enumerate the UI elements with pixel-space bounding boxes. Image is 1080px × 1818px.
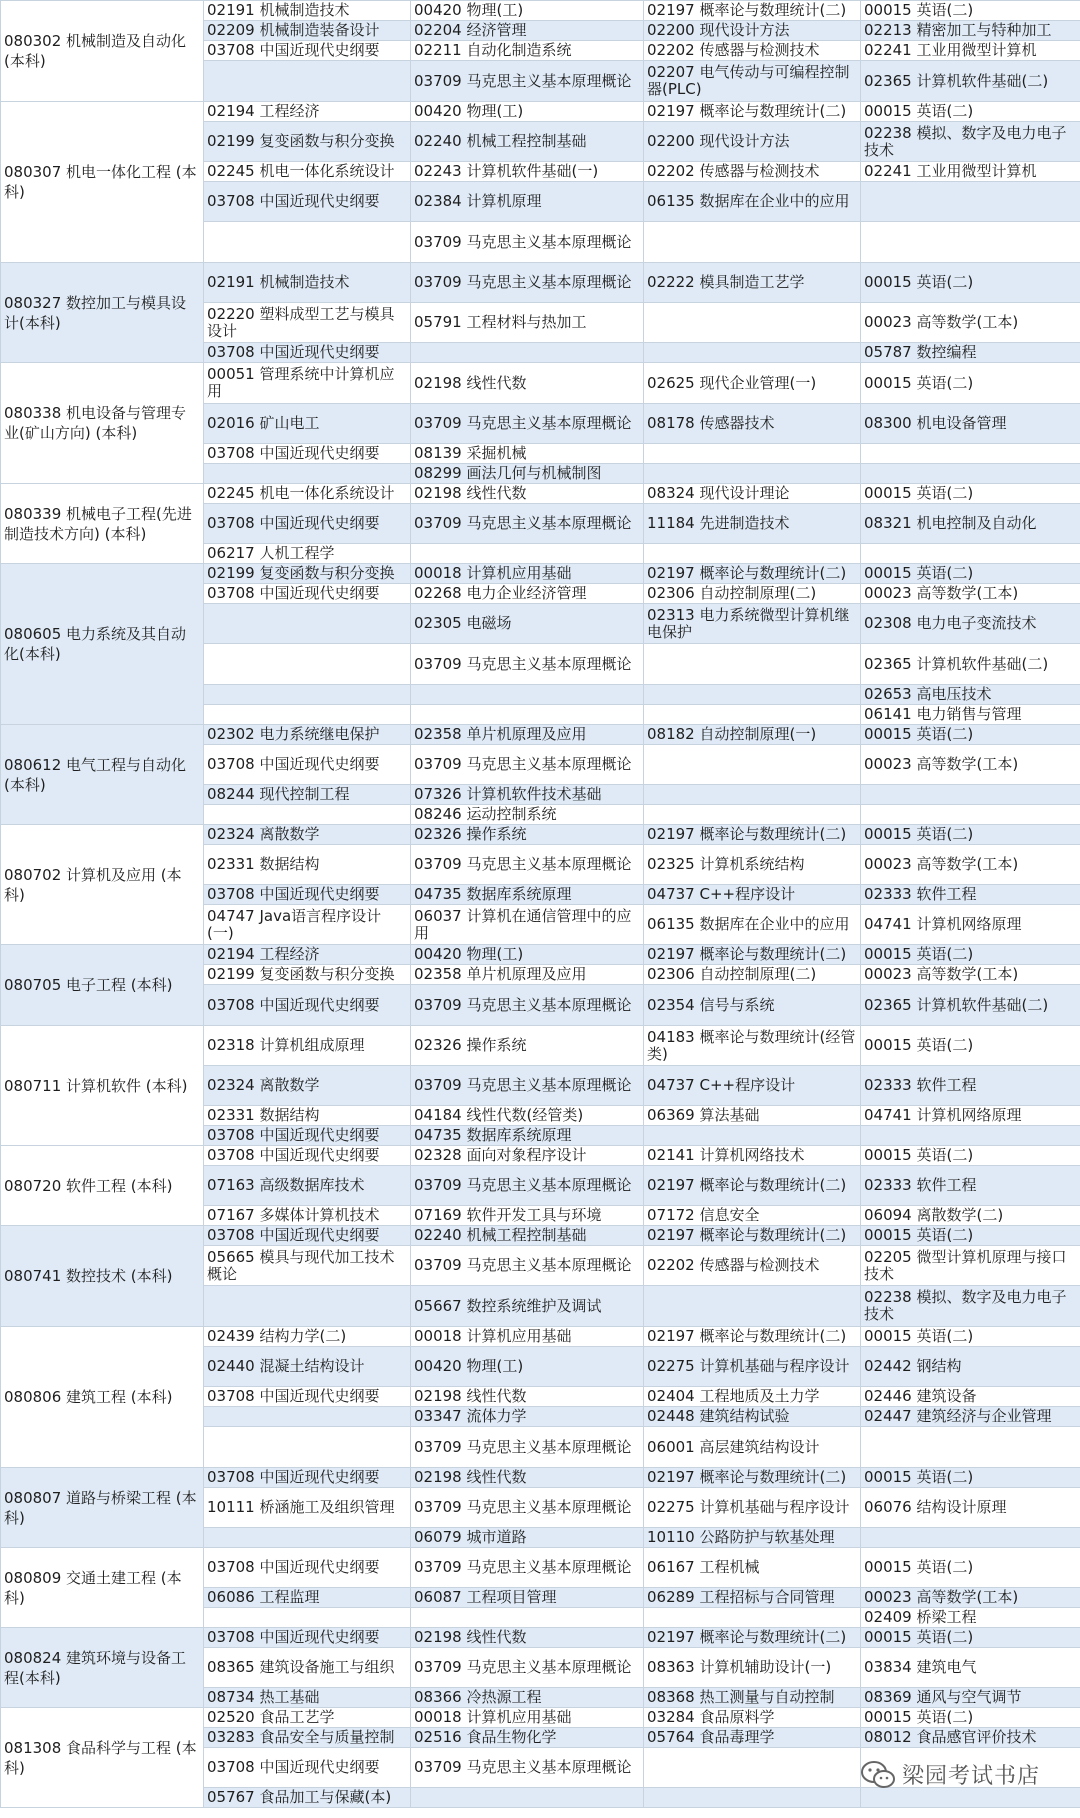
course-cell: 03708 中国近现代史纲要 (204, 1548, 411, 1588)
course-cell: 06076 结构设计原理 (861, 1488, 1080, 1528)
course-cell: 05667 数控系统维护及调试 (411, 1286, 644, 1327)
major-name-cell: 080824 建筑环境与设备工程(本科) (1, 1628, 204, 1708)
course-cell: 03709 马克思主义基本原理概论 (411, 1548, 644, 1588)
course-cell: 03709 马克思主义基本原理概论 (411, 1166, 644, 1206)
course-cell: 10111 桥涵施工及组织管理 (204, 1488, 411, 1528)
course-cell: 02245 机电一体化系统设计 (204, 484, 411, 504)
course-cell: 02199 复变函数与积分变换 (204, 564, 411, 584)
watermark (860, 1759, 1040, 1790)
course-cell: 02625 现代企业管理(一) (644, 363, 861, 404)
course-cell: 02240 机械工程控制基础 (411, 1226, 644, 1246)
course-cell: 02365 计算机软件基础(二) (861, 61, 1080, 102)
course-cell: 08012 食品感官评价技术 (861, 1728, 1080, 1748)
course-cell: 02442 钢结构 (861, 1347, 1080, 1387)
course-cell: 02194 工程经济 (204, 102, 411, 122)
course-cell: 02199 复变函数与积分变换 (204, 965, 411, 985)
course-cell (861, 222, 1080, 263)
course-cell: 02365 计算机软件基础(二) (861, 985, 1080, 1026)
course-cell (644, 1126, 861, 1146)
course-cell (411, 1788, 644, 1808)
course-cell: 03708 中国近现代史纲要 (204, 41, 411, 61)
major-name-cell: 080307 机电一体化工程 (本科) (1, 102, 204, 263)
course-cell: 02446 建筑设备 (861, 1387, 1080, 1407)
major-name-cell: 080720 软件工程 (本科) (1, 1146, 204, 1226)
major-name-cell: 080327 数控加工与模具设计(本科) (1, 263, 204, 363)
course-cell: 02439 结构力学(二) (204, 1327, 411, 1347)
course-cell (644, 644, 861, 685)
course-cell: 04747 Java语言程序设计(一) (204, 905, 411, 945)
course-cell: 04183 概率论与数理统计(经管类) (644, 1026, 861, 1066)
course-cell: 02198 线性代数 (411, 1387, 644, 1407)
major-name-cell: 080612 电气工程与自动化(本科) (1, 725, 204, 825)
watermark-text: 梁园考试书店 (901, 1764, 1040, 1789)
course-cell: 00023 高等数学(工本) (861, 584, 1080, 604)
course-cell: 00015 英语(二) (861, 1628, 1080, 1648)
course-cell (411, 343, 644, 363)
course-cell: 02404 工程地质及土力学 (644, 1387, 861, 1407)
course-cell: 02197 概率论与数理统计(二) (644, 102, 861, 122)
course-cell: 02318 计算机组成原理 (204, 1026, 411, 1066)
course-cell: 02241 工业用微型计算机 (861, 162, 1080, 182)
course-cell: 02243 计算机软件基础(一) (411, 162, 644, 182)
course-cell: 08366 冷热源工程 (411, 1688, 644, 1708)
course-cell: 06167 工程机械 (644, 1548, 861, 1588)
course-cell: 02197 概率论与数理统计(二) (644, 1468, 861, 1488)
course-cell: 02245 机电一体化系统设计 (204, 162, 411, 182)
course-cell (861, 464, 1080, 484)
major-name-cell: 080605 电力系统及其自动化(本科) (1, 564, 204, 725)
course-cell (644, 1748, 861, 1788)
course-cell: 00015 英语(二) (861, 1468, 1080, 1488)
table-row (1, 1026, 1080, 1066)
course-cell: 03708 中国近现代史纲要 (204, 1126, 411, 1146)
course-cell: 03708 中国近现代史纲要 (204, 444, 411, 464)
course-cell: 03709 马克思主义基本原理概论 (411, 61, 644, 102)
course-cell (644, 705, 861, 725)
course-cell: 00015 英语(二) (861, 1146, 1080, 1166)
course-cell: 03708 中国近现代史纲要 (204, 1628, 411, 1648)
course-cell: 08363 计算机辅助设计(一) (644, 1648, 861, 1688)
course-cell: 02275 计算机基础与程序设计 (644, 1347, 861, 1387)
course-cell: 00018 计算机应用基础 (411, 564, 644, 584)
course-cell: 03708 中国近现代史纲要 (204, 1387, 411, 1407)
course-cell: 08324 现代设计理论 (644, 484, 861, 504)
course-cell (644, 222, 861, 263)
course-cell: 02324 离散数学 (204, 1066, 411, 1106)
course-cell: 06037 计算机在通信管理中的应用 (411, 905, 644, 945)
course-cell: 03709 马克思主义基本原理概论 (411, 1427, 644, 1468)
course-cell: 02241 工业用微型计算机 (861, 41, 1080, 61)
course-cell: 02205 微型计算机原理与接口技术 (861, 1246, 1080, 1286)
course-cell: 02197 概率论与数理统计(二) (644, 1327, 861, 1347)
major-name-cell: 080702 计算机及应用 (本科) (1, 825, 204, 945)
course-cell: 08244 现代控制工程 (204, 785, 411, 805)
course-cell: 00015 英语(二) (861, 484, 1080, 504)
course-cell: 00015 英语(二) (861, 725, 1080, 745)
course-cell: 02447 建筑经济与企业管理 (861, 1407, 1080, 1427)
course-cell: 00015 英语(二) (861, 1, 1080, 21)
course-cell: 02384 计算机原理 (411, 182, 644, 222)
course-cell: 02220 塑料成型工艺与模具设计 (204, 303, 411, 343)
course-cell (411, 544, 644, 564)
course-cell (204, 1286, 411, 1327)
course-cell: 03709 马克思主义基本原理概论 (411, 404, 644, 444)
course-cell: 02305 电磁场 (411, 604, 644, 644)
course-cell: 06086 工程监理 (204, 1588, 411, 1608)
course-cell (861, 1528, 1080, 1548)
course-cell: 02308 电力电子变流技术 (861, 604, 1080, 644)
course-cell: 00023 高等数学(工本) (861, 745, 1080, 785)
course-cell: 05665 模具与现代加工技术概论 (204, 1246, 411, 1286)
course-cell (204, 61, 411, 102)
course-cell (644, 303, 861, 343)
course-cell: 07326 计算机软件技术基础 (411, 785, 644, 805)
course-cell (861, 1126, 1080, 1146)
course-cell: 00023 高等数学(工本) (861, 845, 1080, 885)
course-cell: 02213 精密加工与特种加工 (861, 21, 1080, 41)
course-cell: 02448 建筑结构试验 (644, 1407, 861, 1427)
course-cell (204, 685, 411, 705)
course-cell: 03834 建筑电气 (861, 1648, 1080, 1688)
table-row (1, 945, 1080, 965)
course-cell: 00015 英语(二) (861, 945, 1080, 965)
course-cell: 02202 传感器与检测技术 (644, 1246, 861, 1286)
course-cell: 03708 中国近现代史纲要 (204, 1146, 411, 1166)
course-cell: 02198 线性代数 (411, 1468, 644, 1488)
course-cell: 02016 矿山电工 (204, 404, 411, 444)
course-cell: 10110 公路防护与软基处理 (644, 1528, 861, 1548)
course-cell (411, 685, 644, 705)
course-cell: 00015 英语(二) (861, 1026, 1080, 1066)
course-cell: 03709 马克思主义基本原理概论 (411, 845, 644, 885)
course-cell: 08246 运动控制系统 (411, 805, 644, 825)
course-cell: 04737 C++程序设计 (644, 885, 861, 905)
course-cell: 03347 流体力学 (411, 1407, 644, 1427)
course-cell: 02653 高电压技术 (861, 685, 1080, 705)
course-cell: 08182 自动控制原理(一) (644, 725, 861, 745)
course-cell: 03708 中国近现代史纲要 (204, 504, 411, 544)
table-row (1, 725, 1080, 745)
course-cell (644, 544, 861, 564)
course-cell (204, 1407, 411, 1427)
course-cell: 02306 自动控制原理(二) (644, 965, 861, 985)
table-row (1, 363, 1080, 404)
course-cell: 00420 物理(工) (411, 1, 644, 21)
course-cell (861, 785, 1080, 805)
course-cell: 11184 先进制造技术 (644, 504, 861, 544)
course-cell: 03708 中国近现代史纲要 (204, 1748, 411, 1788)
course-cell (861, 444, 1080, 464)
table-row (1, 1468, 1080, 1488)
course-cell: 02197 概率论与数理统计(二) (644, 1, 861, 21)
table-row (1, 1708, 1080, 1728)
course-cell: 03709 马克思主义基本原理概论 (411, 1246, 644, 1286)
course-cell: 03709 马克思主义基本原理概论 (411, 1066, 644, 1106)
major-name-cell: 080807 道路与桥梁工程 (本科) (1, 1468, 204, 1548)
course-cell: 00015 英语(二) (861, 1708, 1080, 1728)
course-cell: 02326 操作系统 (411, 825, 644, 845)
course-cell (644, 1788, 861, 1808)
course-cell: 02358 单片机原理及应用 (411, 725, 644, 745)
course-cell: 02197 概率论与数理统计(二) (644, 1628, 861, 1648)
course-cell (204, 464, 411, 484)
course-cell: 00015 英语(二) (861, 1327, 1080, 1347)
course-cell: 06135 数据库在企业中的应用 (644, 182, 861, 222)
course-cell: 06141 电力销售与管理 (861, 705, 1080, 725)
course-cell: 03283 食品安全与质量控制 (204, 1728, 411, 1748)
course-cell (644, 464, 861, 484)
major-name-cell: 080741 数控技术 (本科) (1, 1226, 204, 1327)
course-cell: 02268 电力企业经济管理 (411, 584, 644, 604)
course-cell (861, 1427, 1080, 1468)
major-name-cell: 080711 计算机软件 (本科) (1, 1026, 204, 1146)
course-cell: 03709 马克思主义基本原理概论 (411, 1488, 644, 1528)
course-cell: 03709 马克思主义基本原理概论 (411, 745, 644, 785)
course-cell: 02198 线性代数 (411, 363, 644, 404)
course-cell (411, 705, 644, 725)
course-cell: 02333 软件工程 (861, 885, 1080, 905)
course-cell: 03708 中国近现代史纲要 (204, 1468, 411, 1488)
course-cell: 04741 计算机网络原理 (861, 1106, 1080, 1126)
major-name-cell: 080705 电子工程 (本科) (1, 945, 204, 1026)
course-cell: 02302 电力系统继电保护 (204, 725, 411, 745)
course-cell: 03708 中国近现代史纲要 (204, 343, 411, 363)
course-cell: 03708 中国近现代史纲要 (204, 745, 411, 785)
course-cell: 02209 机械制造装备设计 (204, 21, 411, 41)
course-cell: 06094 离散数学(二) (861, 1206, 1080, 1226)
major-name-cell: 081308 食品科学与工程 (本科) (1, 1708, 204, 1808)
course-cell: 08139 采掘机械 (411, 444, 644, 464)
course-cell: 03709 马克思主义基本原理概论 (411, 504, 644, 544)
course-cell: 02240 机械工程控制基础 (411, 122, 644, 162)
course-cell: 08368 热工测量与自动控制 (644, 1688, 861, 1708)
course-cell (204, 1427, 411, 1468)
course-cell: 03708 中国近现代史纲要 (204, 985, 411, 1026)
table-row (1, 484, 1080, 504)
course-cell: 07163 高级数据库技术 (204, 1166, 411, 1206)
course-cell (204, 1528, 411, 1548)
course-cell: 07169 软件开发工具与环境 (411, 1206, 644, 1226)
course-cell: 02358 单片机原理及应用 (411, 965, 644, 985)
course-cell: 02202 传感器与检测技术 (644, 162, 861, 182)
course-cell: 00023 高等数学(工本) (861, 303, 1080, 343)
course-cell: 03708 中国近现代史纲要 (204, 584, 411, 604)
course-cell: 00420 物理(工) (411, 945, 644, 965)
course-cell: 03709 马克思主义基本原理概论 (411, 263, 644, 303)
course-cell: 00051 管理系统中计算机应用 (204, 363, 411, 404)
course-cell (204, 222, 411, 263)
course-cell: 00015 英语(二) (861, 363, 1080, 404)
course-cell: 02197 概率论与数理统计(二) (644, 945, 861, 965)
course-cell: 00018 计算机应用基础 (411, 1708, 644, 1728)
course-cell: 03708 中国近现代史纲要 (204, 885, 411, 905)
major-name-cell: 080338 机电设备与管理专业(矿山方向) (本科) (1, 363, 204, 484)
course-cell: 02191 机械制造技术 (204, 1, 411, 21)
course-cell: 04737 C++程序设计 (644, 1066, 861, 1106)
course-cell: 08299 画法几何与机械制图 (411, 464, 644, 484)
course-cell: 05787 数控编程 (861, 343, 1080, 363)
course-cell: 02200 现代设计方法 (644, 122, 861, 162)
course-cell: 06079 城市道路 (411, 1528, 644, 1548)
course-cell: 04741 计算机网络原理 (861, 905, 1080, 945)
course-cell: 03708 中国近现代史纲要 (204, 182, 411, 222)
table-row (1, 102, 1080, 122)
major-name-cell: 080339 机械电子工程(先进制造技术方向) (本科) (1, 484, 204, 564)
course-cell: 00015 英语(二) (861, 263, 1080, 303)
course-cell: 00015 英语(二) (861, 825, 1080, 845)
course-cell: 02222 模具制造工艺学 (644, 263, 861, 303)
course-cell: 08369 通风与空气调节 (861, 1688, 1080, 1708)
course-cell: 02325 计算机系统结构 (644, 845, 861, 885)
course-cell: 02211 自动化制造系统 (411, 41, 644, 61)
course-cell (644, 1608, 861, 1628)
course-cell: 08300 机电设备管理 (861, 404, 1080, 444)
course-cell: 02199 复变函数与积分变换 (204, 122, 411, 162)
course-cell (861, 1788, 1080, 1808)
course-cell (861, 805, 1080, 825)
table-row (1, 1628, 1080, 1648)
course-cell: 02197 概率论与数理统计(二) (644, 1166, 861, 1206)
course-cell: 06135 数据库在企业中的应用 (644, 905, 861, 945)
course-cell: 02313 电力系统微型计算机继电保护 (644, 604, 861, 644)
course-cell: 05764 食品毒理学 (644, 1728, 861, 1748)
course-cell: 00023 高等数学(工本) (861, 965, 1080, 985)
course-cell: 02331 数据结构 (204, 1106, 411, 1126)
course-cell: 02198 线性代数 (411, 1628, 644, 1648)
course-cell: 03708 中国近现代史纲要 (204, 1226, 411, 1246)
table-row (1, 1146, 1080, 1166)
course-cell: 02204 经济管理 (411, 21, 644, 41)
course-cell: 03284 食品原料学 (644, 1708, 861, 1728)
course-cell: 02365 计算机软件基础(二) (861, 644, 1080, 685)
course-cell: 04735 数据库系统原理 (411, 885, 644, 905)
course-cell (861, 544, 1080, 564)
course-cell: 07172 信息安全 (644, 1206, 861, 1226)
course-cell: 06001 高层建筑结构设计 (644, 1427, 861, 1468)
course-cell (204, 1608, 411, 1628)
course-cell: 08365 建筑设备施工与组织 (204, 1648, 411, 1688)
course-cell: 02409 桥梁工程 (861, 1608, 1080, 1628)
course-cell: 00420 物理(工) (411, 1347, 644, 1387)
major-name-cell: 080302 机械制造及自动化(本科) (1, 1, 204, 102)
major-name-cell: 080809 交通土建工程 (本科) (1, 1548, 204, 1628)
course-cell: 03709 马克思主义基本原理概论 (411, 644, 644, 685)
course-cell: 06289 工程招标与合同管理 (644, 1588, 861, 1608)
wechat-icon (860, 1760, 896, 1790)
course-cell: 02328 面向对象程序设计 (411, 1146, 644, 1166)
course-cell: 02306 自动控制原理(二) (644, 584, 861, 604)
course-cell: 00420 物理(工) (411, 102, 644, 122)
course-cell: 00015 英语(二) (861, 564, 1080, 584)
course-cell: 05791 工程材料与热加工 (411, 303, 644, 343)
course-cell: 02324 离散数学 (204, 825, 411, 845)
course-cell: 02141 计算机网络技术 (644, 1146, 861, 1166)
course-cell (204, 644, 411, 685)
table-row (1, 825, 1080, 845)
course-cell: 02333 软件工程 (861, 1066, 1080, 1106)
course-cell: 02197 概率论与数理统计(二) (644, 1226, 861, 1246)
course-cell: 03709 马克思主义基本原理概论 (411, 1648, 644, 1688)
course-cell: 02440 混凝土结构设计 (204, 1347, 411, 1387)
course-cell: 00018 计算机应用基础 (411, 1327, 644, 1347)
course-cell: 04735 数据库系统原理 (411, 1126, 644, 1146)
course-cell: 03709 马克思主义基本原理概论 (411, 985, 644, 1026)
course-cell: 06217 人机工程学 (204, 544, 411, 564)
course-cell: 08734 热工基础 (204, 1688, 411, 1708)
course-cell: 02200 现代设计方法 (644, 21, 861, 41)
course-cell: 02520 食品工艺学 (204, 1708, 411, 1728)
course-cell: 02333 软件工程 (861, 1166, 1080, 1206)
course-cell: 02191 机械制造技术 (204, 263, 411, 303)
course-cell: 02238 模拟、数字及电力电子技术 (861, 1286, 1080, 1327)
course-cell: 08178 传感器技术 (644, 404, 861, 444)
course-cell: 02202 传感器与检测技术 (644, 41, 861, 61)
course-cell: 00015 英语(二) (861, 1226, 1080, 1246)
course-cell: 02275 计算机基础与程序设计 (644, 1488, 861, 1528)
table-row (1, 564, 1080, 584)
course-cell (861, 182, 1080, 222)
course-cell: 02207 电气传动与可编程控制器(PLC) (644, 61, 861, 102)
course-cell: 02198 线性代数 (411, 484, 644, 504)
course-cell (644, 785, 861, 805)
course-cell (644, 805, 861, 825)
course-cell: 03709 马克思主义基本原理概论 (411, 222, 644, 263)
course-cell (204, 805, 411, 825)
table-row (1, 1, 1080, 21)
course-cell: 06087 工程项目管理 (411, 1588, 644, 1608)
course-cell: 02354 信号与系统 (644, 985, 861, 1026)
course-cell: 02326 操作系统 (411, 1026, 644, 1066)
course-cell (644, 343, 861, 363)
course-cell (644, 745, 861, 785)
table-row (1, 1548, 1080, 1588)
course-cell: 02194 工程经济 (204, 945, 411, 965)
course-cell (204, 705, 411, 725)
course-cell: 00023 高等数学(工本) (861, 1588, 1080, 1608)
course-cell: 06369 算法基础 (644, 1106, 861, 1126)
course-cell: 00015 英语(二) (861, 102, 1080, 122)
course-cell: 02197 概率论与数理统计(二) (644, 825, 861, 845)
course-cell (204, 604, 411, 644)
course-cell: 05767 食品加工与保藏(本) (204, 1788, 411, 1808)
table-row (1, 1226, 1080, 1246)
table-row (1, 1327, 1080, 1347)
course-cell: 04184 线性代数(经管类) (411, 1106, 644, 1126)
course-cell: 00015 英语(二) (861, 1548, 1080, 1588)
major-name-cell: 080806 建筑工程 (本科) (1, 1327, 204, 1468)
course-cell (644, 444, 861, 464)
course-cell: 02331 数据结构 (204, 845, 411, 885)
table-row (1, 263, 1080, 303)
course-cell: 02238 模拟、数字及电力电子技术 (861, 122, 1080, 162)
course-cell: 02197 概率论与数理统计(二) (644, 564, 861, 584)
course-cell: 08321 机电控制及自动化 (861, 504, 1080, 544)
course-cell: 07167 多媒体计算机技术 (204, 1206, 411, 1226)
course-cell (644, 1286, 861, 1327)
course-cell (644, 685, 861, 705)
course-cell: 03709 马克思主义基本原理概论 (411, 1748, 644, 1788)
course-cell (411, 1608, 644, 1628)
course-cell: 02516 食品生物化学 (411, 1728, 644, 1748)
